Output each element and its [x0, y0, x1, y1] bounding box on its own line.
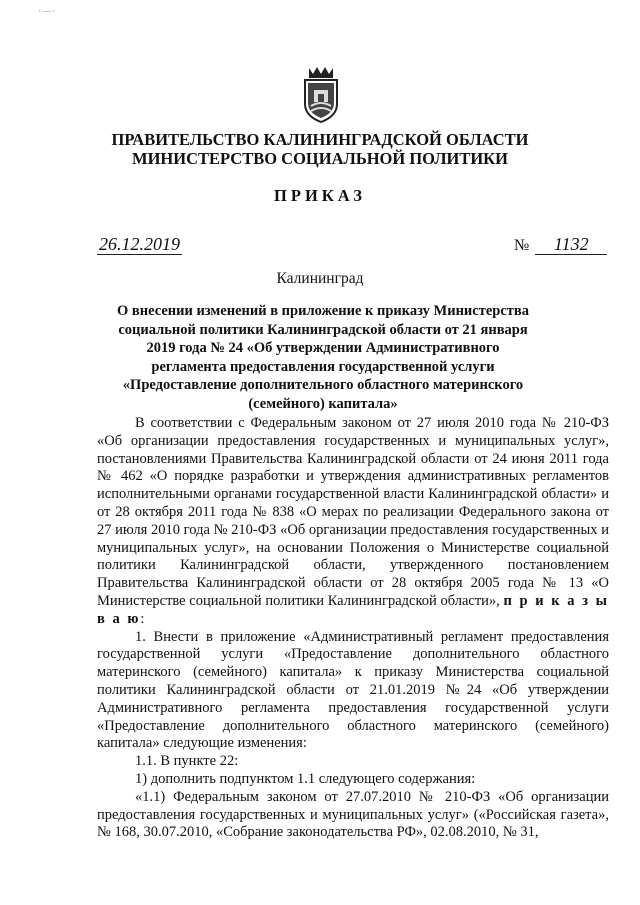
- paragraph-preamble: [97, 415, 609, 629]
- document-type: ПРИКАЗ: [274, 186, 366, 205]
- scan-mark: ·—·: [38, 6, 56, 16]
- paragraph-item-1: 1. Внести в приложение «Административный регламент предоставления государственной услуги «Предоставление дополнительного областного материнского (семейного) капитала» к приказу Министерства социальной политики Калининградской области от 21.01.2019 №24 «Об утверждении Административного регламента предоставления государственной услуги «Предоставление дополнительного областного материнского (семейного) капитала» следующие изменения:: [97, 628, 609, 752]
- order-number: [514, 234, 607, 256]
- paragraph-item-1-sub: 1) дополнить подпунктом 1.1 следующего содержания:: [135, 770, 476, 787]
- coat-of-arms-icon: [299, 64, 343, 124]
- number-value: 1132: [535, 234, 607, 255]
- ministry-name: МИНИСТЕРСТВО СОЦИАЛЬНОЙ ПОЛИТИКИ: [132, 149, 508, 168]
- document-body: [97, 415, 609, 842]
- order-date: 26.12.2019: [99, 234, 180, 254]
- preamble-text: В соответствии с Федеральным законом от 27 июля 2010 года № 210-ФЗ «Об организации предоставления государственных и муниципальных услуг», постановлениями Правительства Калининградской области от 24 июня 2011 года № 462 «О порядке разработки и утверждения административных регламентов исполнительными органами государственной власти Калининградской области» и от 28 октября 2011 года № 838 «О мерах по реализации Федерального закона от 27 июля 2010 года № 210-ФЗ «Об организации предоставления государственных и муниципальных услуг», на основании Положения о Министерстве социальной политики Калининградской области, утвержденного постановлением Правительства Калининградской области от 28 октября 2005 года № 13 «О Министерстве социальной политики Калининградской области»,: [97, 415, 609, 609]
- city: Калининград: [276, 270, 364, 287]
- paragraph-quote: «1.1) Федеральным законом от 27.07.2010 № 210-ФЗ «Об организации предоставления государственных и муниципальных услуг» («Российская газета», № 168, 30.07.2010, «Собрание законодательства РФ», 02.08.2010, № 31,: [97, 788, 609, 841]
- order-keyword: п р и к а з ы в а ю: [97, 592, 609, 627]
- organization-name: ПРАВИТЕЛЬСТВО КАЛИНИНГРАДСКОЙ ОБЛАСТИ: [111, 130, 529, 149]
- paragraph-item-1-1: 1.1. В пункте 22:: [135, 753, 239, 770]
- preamble-end: :: [140, 610, 145, 627]
- number-sign: №: [514, 237, 530, 254]
- order-subject: О внесении изменений в приложение к приказу Министерства социальной политики Калининградской области от 21 января 2019 года № 24 «Об утверждении Административного регламента предоставления государственной услуги «Предоставление дополнительного областного материнского (семейного) капитала»: [117, 303, 529, 412]
